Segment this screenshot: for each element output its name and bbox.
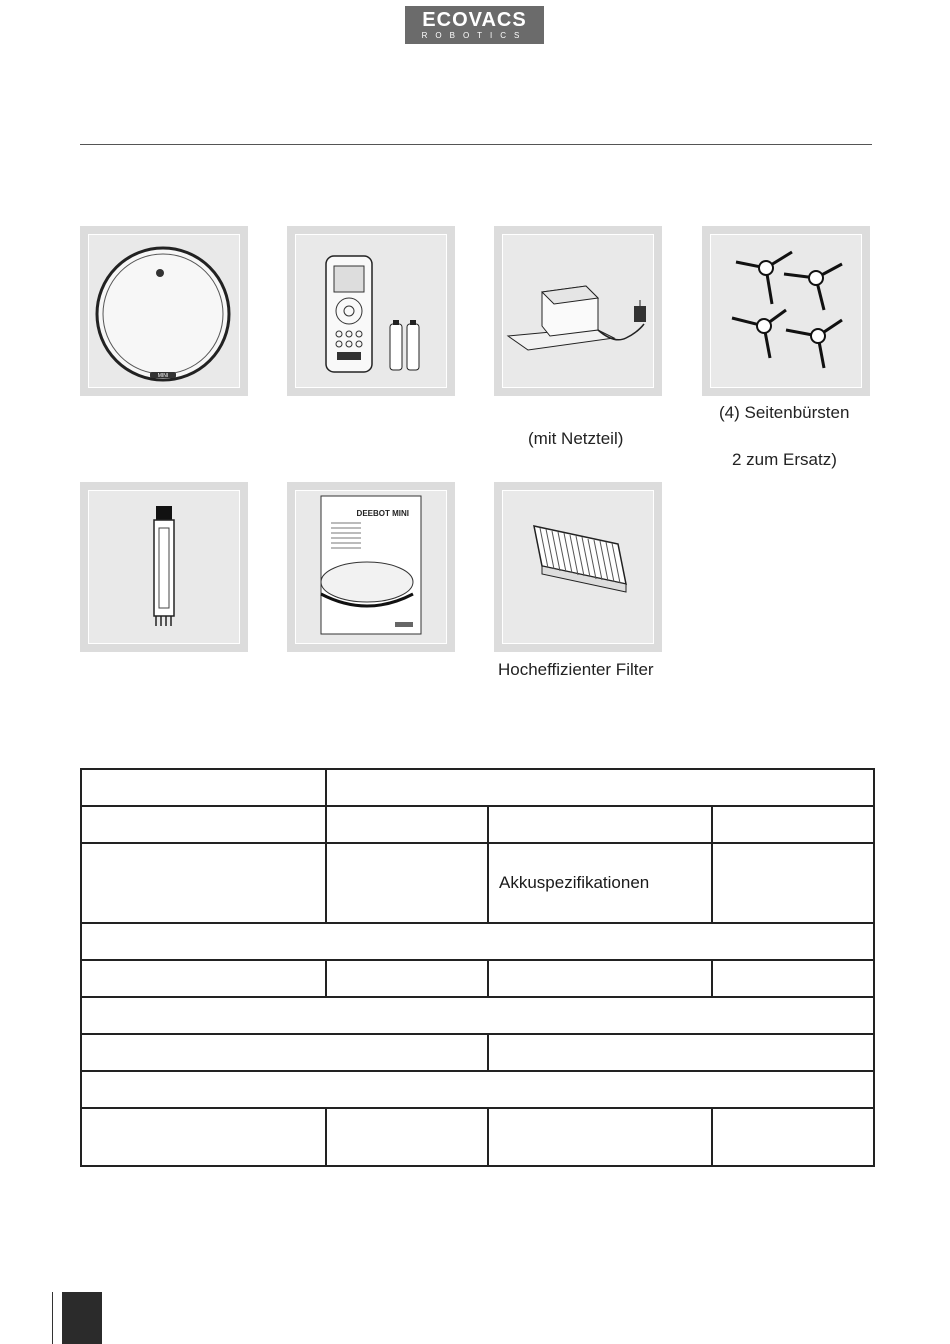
table-cell: [81, 997, 874, 1034]
logo-sub: ROBOTICS: [421, 31, 528, 40]
table-cell: [81, 1071, 874, 1108]
table-cell: [488, 806, 712, 843]
table-row: [81, 923, 874, 960]
table-cell: [81, 1034, 488, 1071]
table-cell: [712, 960, 874, 997]
table-cell: [81, 923, 874, 960]
table-cell: [81, 960, 326, 997]
table-cell: [326, 843, 488, 923]
dock-tile: [494, 226, 662, 396]
table-row: [81, 997, 874, 1034]
table-cell: Akkuspezifikationen: [488, 843, 712, 923]
page-tab-line: [52, 1292, 53, 1344]
filter-illustration: [494, 482, 662, 652]
filter-caption: Hocheffizienter Filter: [498, 660, 654, 679]
side-brushes-illustration: [702, 226, 870, 396]
table-cell: [712, 1108, 874, 1166]
charging-dock-illustration: [494, 226, 662, 396]
ecovacs-logo: [405, 6, 544, 44]
table-cell: [712, 843, 874, 923]
manual-cover-title: DEEBOT MINI: [356, 509, 409, 518]
table-cell: [488, 960, 712, 997]
manual-illustration: [287, 482, 455, 652]
table-row: [81, 1034, 874, 1071]
table-row: [81, 769, 874, 806]
table-cell: [81, 806, 326, 843]
table-row: [81, 960, 874, 997]
filter-tile: [494, 482, 662, 652]
table-cell: [326, 806, 488, 843]
table-cell: [326, 769, 874, 806]
table-row: [81, 1071, 874, 1108]
cleaning-tool-tile: [80, 482, 248, 652]
robot-illustration: [80, 226, 248, 396]
table-cell: [81, 769, 326, 806]
robot-label: MINI: [157, 373, 169, 379]
spec-table: [80, 768, 875, 1167]
table-cell: [712, 806, 874, 843]
header-rule: [80, 144, 872, 145]
side-brushes-tile: [702, 226, 870, 396]
table-cell: [326, 1108, 488, 1166]
robot-tile: [80, 226, 248, 396]
logo-brand: ECOVACS: [422, 9, 527, 31]
manual-tile: [287, 482, 455, 652]
dock-caption: (mit Netzteil): [528, 429, 624, 448]
table-row: [81, 843, 874, 923]
table-row: [81, 1108, 874, 1166]
cleaning-tool-illustration: [80, 482, 248, 652]
side-brushes-caption-2: 2 zum Ersatz): [732, 450, 837, 469]
table-cell: [488, 1034, 874, 1071]
table-cell: [488, 1108, 712, 1166]
remote-illustration: [287, 226, 455, 396]
table-row: [81, 806, 874, 843]
page-tab: [62, 1292, 102, 1344]
side-brushes-caption-1: (4) Seitenbürsten: [719, 403, 850, 422]
table-cell: [326, 960, 488, 997]
remote-tile: [287, 226, 455, 396]
table-cell: [81, 843, 326, 923]
table-cell: [81, 1108, 326, 1166]
